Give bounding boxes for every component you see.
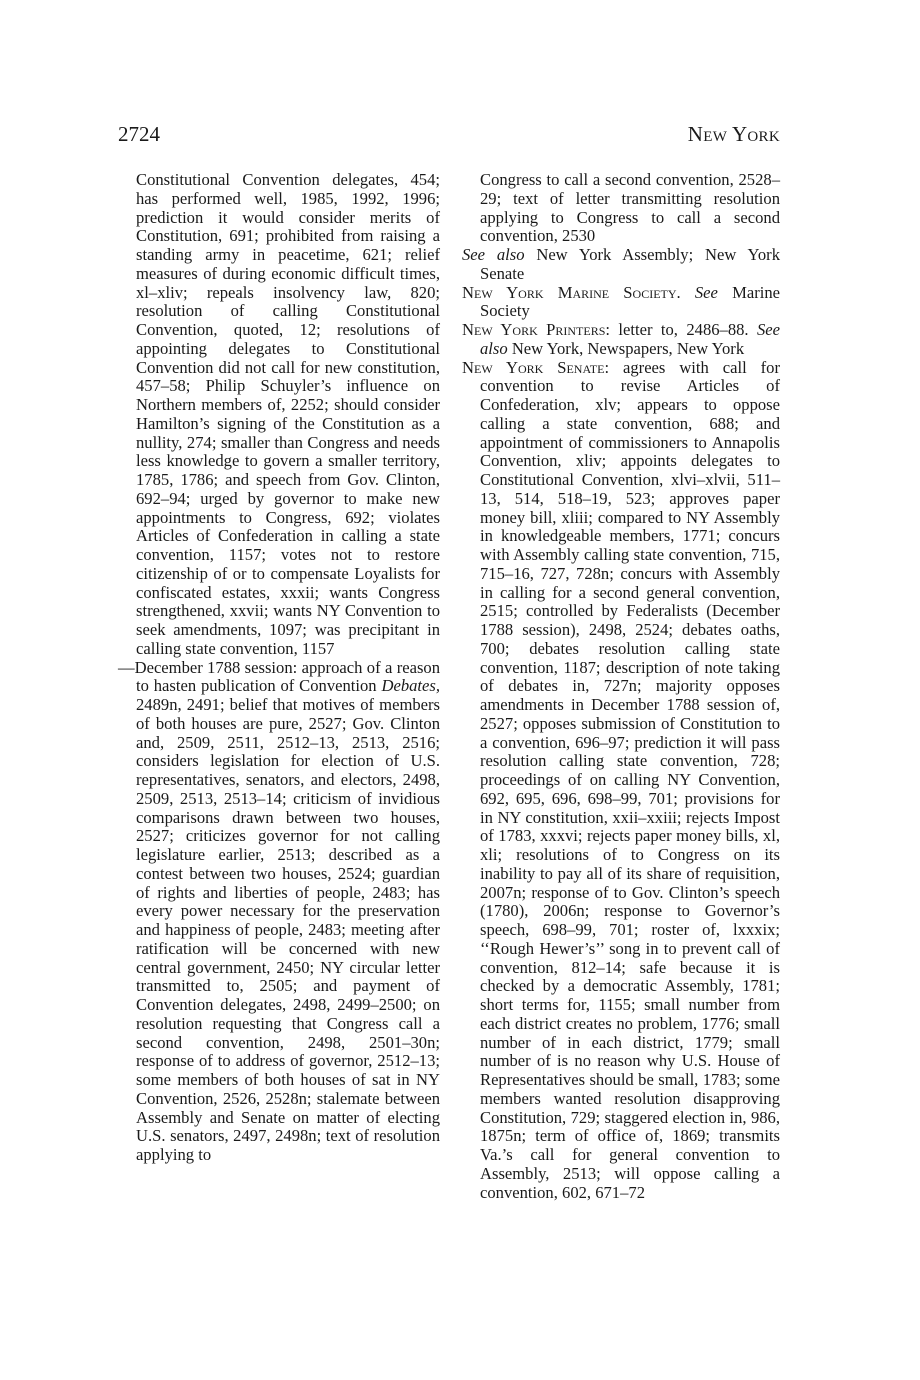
running-head: New York bbox=[687, 122, 780, 146]
page-header bbox=[118, 122, 780, 152]
index-entry-senate bbox=[462, 359, 780, 1203]
entry-headword: New York Marine Society. bbox=[462, 282, 681, 302]
index-entry-continued bbox=[118, 171, 440, 659]
entry-headword: New York Printers bbox=[462, 320, 606, 339]
see-label: See bbox=[680, 282, 718, 302]
entry-italic: Debates, bbox=[381, 676, 440, 696]
entry-text: : letter to, 2486–88. bbox=[605, 320, 757, 339]
entry-text: —December 1788 session: approach of a reason to hasten publication of Convention bbox=[118, 657, 440, 696]
entry-text: Marine Society bbox=[480, 282, 780, 321]
index-entry-continued bbox=[462, 171, 780, 246]
index-entry-printers bbox=[462, 321, 780, 359]
entry-text: New York Assembly; New York Senate bbox=[480, 245, 780, 283]
entry-text: : agrees with call for convention to revise Articles of Confederation, xlv; appears to oppose calling a state convention, 688; and appointment of commissioners to Annapolis Convention, xliv; appoints delegates to Constitutional Convention, xlvi–xlvii, 511–13, 514, 518–19, 523; approves paper money bill, xliii; compared to NY Assembly in knowledgeable members, 1771; concurs with Assembly calling state convention, 715, 715–16, 727, 728n; concurs with Assembly in calling for a second general convention, 2515; controlled by Federalists (December 1788 session), 2498, 2524; debates oaths, 700; debates resolution calling state convention, 1187; description of note taking of debates in, 727n; majority opposes amendments in December 1788 session of, 2527; opposes submission of Constitution to a convention, 696–97; prediction it will pass resolution calling state convention, 728; proceedings of on calling NY Convention, 692, 695, 696, 698–99, 701; provisions for in NY constitution, xxii–xxiii; rejects Impost of 1783, xxxvi; rejects paper money bills, xl, xli; resolutions of to Congress on its inability to pay all of its share of requisition, 2007n; response of to Gov. Clinton’s speech (1780), 2006n; response to Governor’s speech, 698–99, 701; roster of, lxxxix; ‘‘Rough Hewer’s’’ song in to prevent call of convention, 812–14; safe because it is checked by a democratic Assembly, 1781; short terms for, 1155; small number from each district creates no problem, 1776; small number of in each district, 1779; small number of is no reason why U.S. House of Representatives should be small, 1783; some members wanted resolution disapproving Constitution, 729; staggered election in, 986, 1875n; term of office of, 1869; transmits Va.’s call for general convention to Assembly, 2513; will oppose calling a convention, 602, 671–72 bbox=[480, 357, 780, 1202]
index-subentry-december-1788 bbox=[118, 659, 440, 1165]
see-also-label: See also bbox=[480, 320, 781, 358]
left-column bbox=[118, 171, 440, 1165]
index-entry-see-also bbox=[462, 246, 780, 284]
entry-text: New York, Newspapers, New York bbox=[507, 338, 745, 358]
entry-text: Constitutional Convention delegates, 454; has performed well, 1985, 1992, 1996; prediction it would consider merits of Constitution, 691; prohibited from raising a standing army in peacetime, 621; relief measures of during economic difficult times, xl–xliv; repeals insolvency law, 820; resolution of calling Constitutional Convention, quoted, 12; resolutions of appointing delegates to Constitutional Convention did not call for new constitution, 457–58; Philip Schuyler’s influence on Northern members of, 2252; should consider Hamilton’s signing of the Constitution as a nullity, 274; smaller than Congress and needs less knowledge to govern a smaller territory, 1785, 1786; and speech from Gov. Clinton, 692–94; urged by governor to make new appointments to Congress, 692; violates Articles of Confederation in calling a state convention, 1157; votes not to restore citizenship of or to compensate Loyalists for confiscated estates, xxxii; wants Congress strengthened, xxvii; wants NY Convention to seek amendments, 1097; was precipitant in calling state convention, 1157 bbox=[136, 170, 440, 658]
entry-headword: New York Senate bbox=[462, 357, 605, 377]
see-also-label: See also bbox=[462, 245, 525, 264]
entry-text: 2489n, 2491; belief that motives of members of both houses are pure, 2527; Gov. Clinton and, 2509, 2511, 2512–13, 2513, 2516; considers legislation for election of U.S. representatives, senators, and electors, 2498, 2509, 2513, 2513–14; criticism of invidious comparisons drawn between two houses, 2527; criticizes governor for not calling legislature earlier, 2513; described as a contest between two houses, 2524; guardian of rights and liberties of people, 2483; has every power necessary for the preservation and happiness of people, 2483; meeting after ratification will be concerned with new central government, 2450; NY circular letter transmitted to, 2505; and payment of Convention delegates, 2498, 2499–2500; on resolution requesting that Congress call a second convention, 2498, 2501–30n; response of to address of governor, 2512–13; some members of both houses of sat in NY Convention, 2526, 2528n; stalemate between Assembly and Senate on matter of electing U.S. senators, 2497, 2498n; text of resolution applying to bbox=[136, 695, 440, 1164]
page-number: 2724 bbox=[118, 122, 160, 146]
index-entry-marine-society bbox=[462, 284, 780, 322]
right-column bbox=[462, 171, 780, 1202]
entry-text: Congress to call a second convention, 2528–29; text of letter transmitting resolution applying to Congress to call a second convention, 2530 bbox=[480, 170, 780, 246]
